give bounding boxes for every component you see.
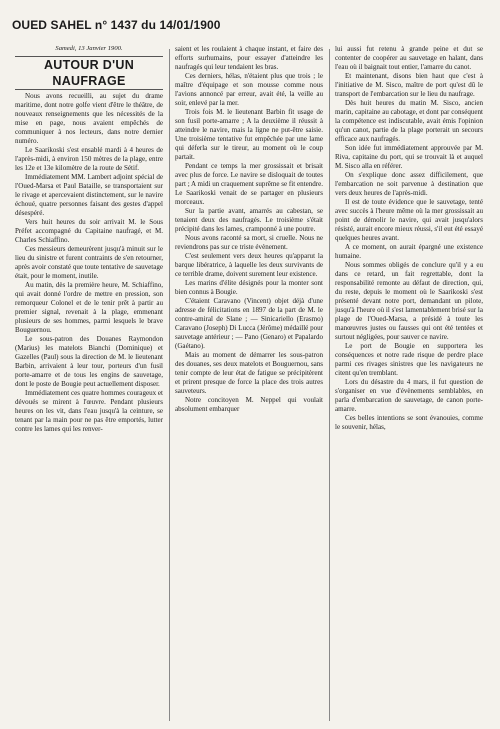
paragraph: Mais au moment de démarrer les sous-patron des douanes, ses deux matelots et Bouguernou, sans tenir compte de leur état de fatigue se précipitèrent et prirent presque de force la place des trois autres sauveteurs. (175, 351, 323, 395)
paragraph: Il est de toute évidence que le sauvetage, tenté avec succès à l'heure même où la mer grossissait au point de démolir le navire, qui avait jusqu'alors résisté, aurait encore mieux réussi, s'il eut été essayé quelques heures avant. (335, 198, 483, 242)
paragraph: Sur la partie avant, amarrés au cabestan, se tenaient deux des naufragés. Le troisième s'était précipité dans les lames, cramponné à une poutre. (175, 207, 323, 233)
paragraph: Notre concitoyen M. Neppel qui voulait absolument embarquer (175, 396, 323, 413)
paragraph: Pendant ce temps la mer grossissait et brisait avec plus de force. Le navire se disloquait de toutes part ; A midi un craquement suprême se fit entendre. Le Saarikoski venait de se partager en plusieurs morceaux. (175, 162, 323, 206)
paragraph: Le sous-patron des Douanes Raymondon (Marius) les matelots Bianchi (Dominique) et Gazelles (Paul) sous la direction de M. le lieutenant Barbin, arrivaient à leur tour, porteurs d'un fusil porte-amarre et de tous les engins de sauvetage, dont le poste de Bougie peut actuellement disposer. (15, 335, 163, 388)
paragraph: Le port de Bougie en supportera les conséquences et notre rade risque de perdre place parmi ces rivages sinistres que les navigateurs ne citent qu'en tremblant. (335, 342, 483, 377)
page-header: OUED SAHEL n° 1437 du 14/01/1900 (12, 18, 221, 32)
paragraph: Nous avons recueilli, au sujet du drame maritime, dont notre golfe vient d'être le théâtre, de nouveaux renseignements que les nécessités de la mise en page, nous avaient empêchés de communiquer à nos lecteurs, dans notre dernier numéro. (15, 92, 163, 145)
column-1 (15, 45, 163, 725)
paragraph: Et maintenant, disons bien haut que c'est à l'initiative de M. Sisco, maître de port qu'est dû le transport de l'embarcation sur le lieu du naufrage. (335, 72, 483, 98)
paragraph: Ces belles intentions se sont évanouies, comme le souvenir, hélas, (335, 414, 483, 431)
paragraph: Au matin, dès la première heure, M. Schiaffino, qui avait donné l'ordre de mettre en pression, son remorqueur Colonel et de le tenir prêt à partir au premier signal, revenait à la plage, emmenant plusieurs de ses hommes, parmi lesquels le brave Bouguernou. (15, 281, 163, 334)
paragraph: Dès huit heures du matin M. Sisco, ancien marin, capitaine au cabotage, et dont par conséquent la compétence est indiscutable, avait émis l'opinion qu'un canot, partie de la plage porterait un secours efficace aux naufragés. (335, 99, 483, 143)
paragraph: C'est seulement vers deux heures qu'apparut la barque libératrice, à laquelle les deux survivants de ce terrible drame, doivent surement leur existence. (175, 252, 323, 278)
column-3 (335, 45, 483, 725)
paragraph: A ce moment, on aurait épargné une existence humaine. (335, 243, 483, 260)
paragraph: Lors du désastre du 4 mars, il fut question de s'organiser en vue d'évènements semblables, en parla d'embarcation de sauvetage, de canon porte-amarre. (335, 378, 483, 413)
paragraph: saient et les roulaient à chaque instant, et faire des efforts surhumains, pour essayer d'atteindre les naufragés qui leur tendaient les bras. (175, 45, 323, 71)
column-2 (175, 45, 323, 725)
paragraph: Son idée fut immédiatement approuvée par M. Riva, capitaine du port, qui se trouvait là et auquel M. Sisco alla en référer. (335, 144, 483, 170)
column-rule (169, 49, 170, 721)
paragraph: Trois fois M. le lieutenant Barbin fit usage de son fusil porte-amarre ; A la deuxième il réussit à atteindre le navire, mais la ligne ne put-être saisie. Une troisième tentative fut empêchée par une lame qui déferla sur le tireur, au moment où le coup partait. (175, 108, 323, 161)
paragraph: Vers huit heures du soir arrivait M. le Sous Préfet accompagné du Capitaine naufragé, et M. Charles Schiaffino. (15, 218, 163, 244)
paragraph: Immédiatement ces quatre hommes courageux et dévoués se mirent à l'œuvre. Pendant plusieurs heures on les vit, dans l'eau jusqu'à la ceinture, se tenant par la main pour ne pas être emportés, lutter contre les lames qui les renver- (15, 389, 163, 433)
paragraph: lui aussi fut retenu à grande peine et dut se contenter de coopérer au sauvetage en halant, dans l'eau où il baignait tout entier, l'amarre du canot. (335, 45, 483, 71)
paragraph: Nous avons raconté sa mort, si cruelle. Nous ne reviendrons pas sur ce triste évènement. (175, 234, 323, 251)
paragraph: C'étaient Caravano (Vincent) objet déjà d'une adresse de félicitations en 1897 de la part de M. le contre-amiral de Slane ; — Sinicariello (Erasmo) Caravano (Joseph) Di Lucca (Jérôme) médaillé pour sauvetage antérieur ; — Pano (Genaro) et Papalardo (Gaétano). (175, 297, 323, 350)
paragraph: Les marins d'élite désignés pour la monter sont bien connus à Bougie. (175, 279, 323, 296)
paragraph: Ces messieurs demeurèrent jusqu'à minuit sur le lieu du sinistre et furent contraints de s'en retourner, après avoir constaté que toute tentative de sauvetage était, pour le moment, inutile. (15, 245, 163, 280)
column-rule (329, 49, 330, 721)
newspaper-page (13, 45, 488, 725)
paragraph: Immédiatement MM. Lambert adjoint spécial de l'Oued-Marsa et Paul Bataille, se transportaient sur le rivage et apercevaient distinctement, sur le navire échoué, quatre personnes faisant des gestes d'appel désespéré. (15, 173, 163, 217)
paragraph: Le Saarikoski s'est ensablé mardi à 4 heures de l'après-midi, à environ 150 mètres de la plage, entre les 12e et 13e kilomètre de la route de Sétif. (15, 146, 163, 172)
paragraph: Nous sommes obligés de conclure qu'il y a eu dans ce retard, un fait regrettable, dont la responsabilité remonte au défaut de direction, qui, du reste, depuis le moment où le Saarikoski s'est présenté devant notre port, demandant un pilote, jusqu'à l'heure où il s'est lamentablement brisé sur la plage de l'Oued-Marsa, a présidé à toute les manœuvres justes ou fausses qui ont été tentées et surtout négligées, pour sauver ce navire. (335, 261, 483, 341)
article-title: AUTOUR D'UN NAUFRAGE (15, 56, 163, 90)
paragraph: Ces derniers, hélas, n'étaient plus que trois ; le maître d'équipage et son mousse comme nous l'avions annoncé par erreur, avait été, la veille au soir, enlevé par la mer. (175, 72, 323, 107)
article-date: Samedi, 13 Janvier 1900. (55, 45, 123, 52)
paragraph: On s'explique donc assez difficilement, que l'embarcation ne soit parvenue à destination que vers deux heures de l'après-midi. (335, 171, 483, 197)
